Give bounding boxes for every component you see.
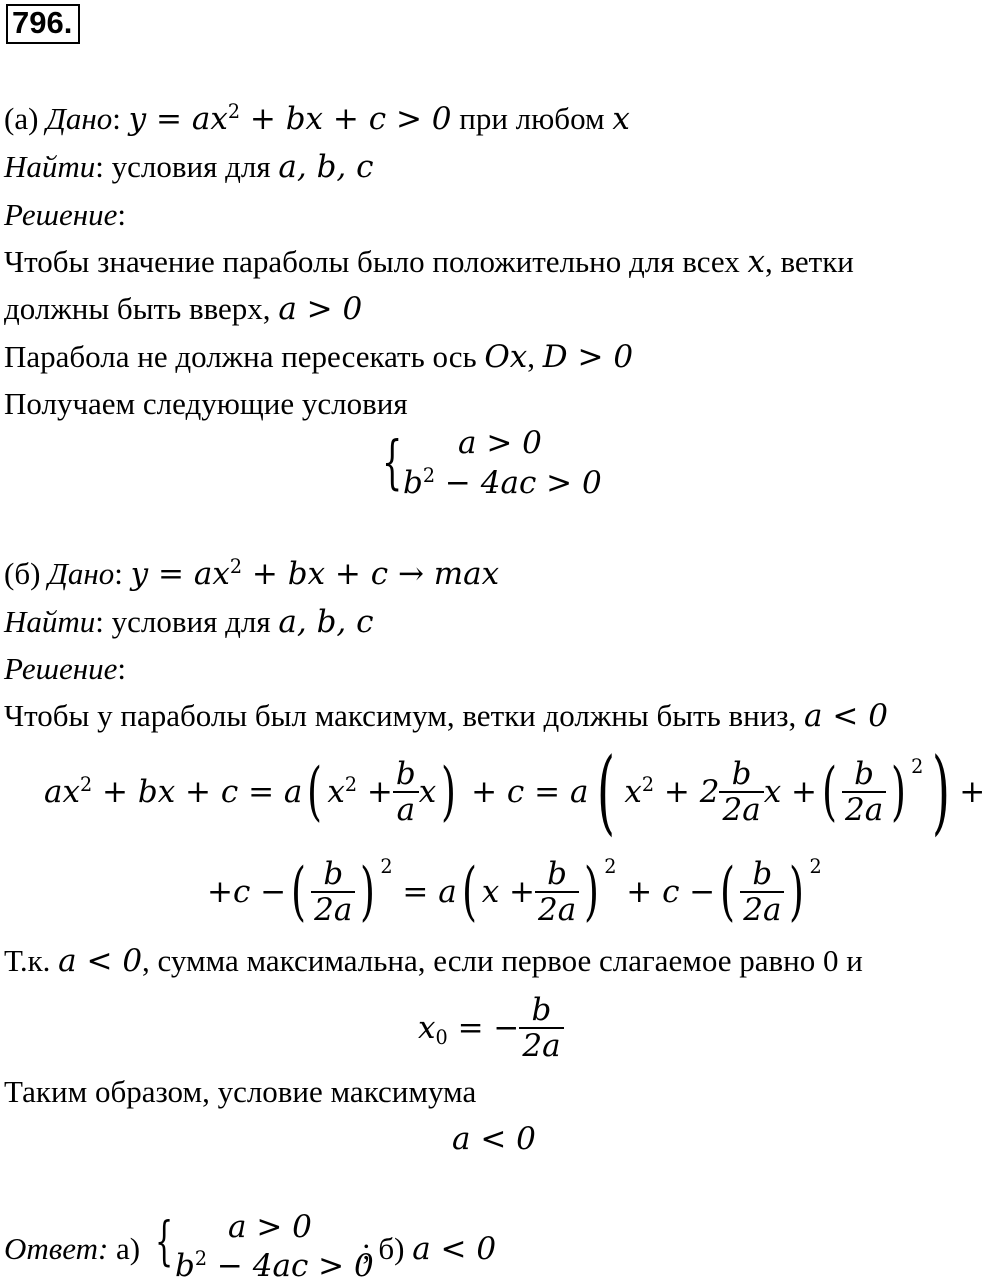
answer-line: Ответ: а) bbox=[4, 1231, 141, 1266]
part-b-conclusion: Таким образом, условие максимума bbox=[4, 1074, 477, 1109]
given-tail: при любом bbox=[459, 101, 605, 136]
part-a-line-3: Парабола не должна пересекать ось Ox, D > 0 bbox=[4, 339, 634, 375]
system-brace: { bbox=[382, 428, 403, 496]
part-b-label: (б) bbox=[4, 556, 41, 591]
find-text: условия для bbox=[111, 149, 271, 184]
part-a-line-1: Чтобы значение параболы было положительно для всех x, ветки bbox=[4, 244, 854, 280]
part-b-given-equation: $y = ax^2$ + bx + c → max bbox=[130, 555, 500, 592]
part-a-label: (а) bbox=[4, 101, 39, 136]
fraction-b-over-a: $\frac{b}{a}$ bbox=[393, 757, 419, 827]
part-a-find-line: Найти: условия для a, b, c bbox=[4, 149, 374, 185]
part-a-line-2: должны быть вверх, a > 0 bbox=[4, 291, 363, 327]
equation-row-2: +c − ( $\frac{b}{2a}$ ) 2 = a ( x + $\frac{b}{2a}$ ) 2 + c − ( $\frac{b}{2a}$ ) 2 bbox=[207, 855, 822, 929]
find-vars: a, b, c bbox=[278, 149, 374, 185]
x0-formula: $x_0$ = − $\frac{b}{2a}$ bbox=[418, 988, 564, 1068]
part-b-solution-heading: Решение: bbox=[4, 651, 126, 686]
answer-system-1: a > 0 bbox=[228, 1209, 312, 1245]
fraction-b-over-2a: $\frac{b}{2a}$ bbox=[719, 757, 763, 827]
given-var: x bbox=[612, 101, 630, 137]
system-line-1: a > 0 bbox=[458, 425, 542, 461]
answer-part-b: ; б) a < 0 bbox=[362, 1231, 497, 1267]
equation-row-1: $ax^2$ + bx + c = a ( $x^2$ + $\frac{b}{a}$ x ) + c = a ( $x^2 + 2$ $\frac{b}{2a}$ x + ( $\frac{b}{2a}$ ) 2 ) + bbox=[44, 738, 985, 845]
part-b-given-line: (б) Дано: $y = ax^2$ + bx + c → max bbox=[4, 555, 500, 592]
part-b-find-line: Найти: условия для a, b, c bbox=[4, 604, 374, 640]
part-b-conclusion-math: a < 0 bbox=[452, 1121, 536, 1157]
find-word: Найти bbox=[4, 149, 96, 184]
answer-word: Ответ: bbox=[4, 1231, 109, 1266]
given-equation: $y = ax^2$ + bx + c > 0 bbox=[128, 100, 452, 137]
answer-system-2: $b^2 - 4ac > 0$ bbox=[175, 1247, 374, 1284]
part-b-line-1: Чтобы у параболы был максимум, ветки должны быть вниз, a < 0 bbox=[4, 698, 888, 734]
part-b-tk-line: Т.к. a < 0, сумма максимальна, если первое слагаемое равно 0 и bbox=[4, 943, 863, 979]
answer-brace: { bbox=[155, 1212, 174, 1272]
solution-word: Решение bbox=[4, 197, 118, 232]
part-a-solution-heading: Решение: bbox=[4, 197, 126, 232]
part-a-line-4: Получаем следующие условия bbox=[4, 386, 408, 421]
problem-number: 796. bbox=[6, 4, 80, 44]
system-line-2: $b^2 - 4ac > 0$ bbox=[403, 464, 602, 501]
given-word: Дано bbox=[46, 101, 113, 136]
part-a-given-line: (а) Дано: $y = ax^2$ + bx + c > 0 при любом x bbox=[4, 100, 630, 137]
